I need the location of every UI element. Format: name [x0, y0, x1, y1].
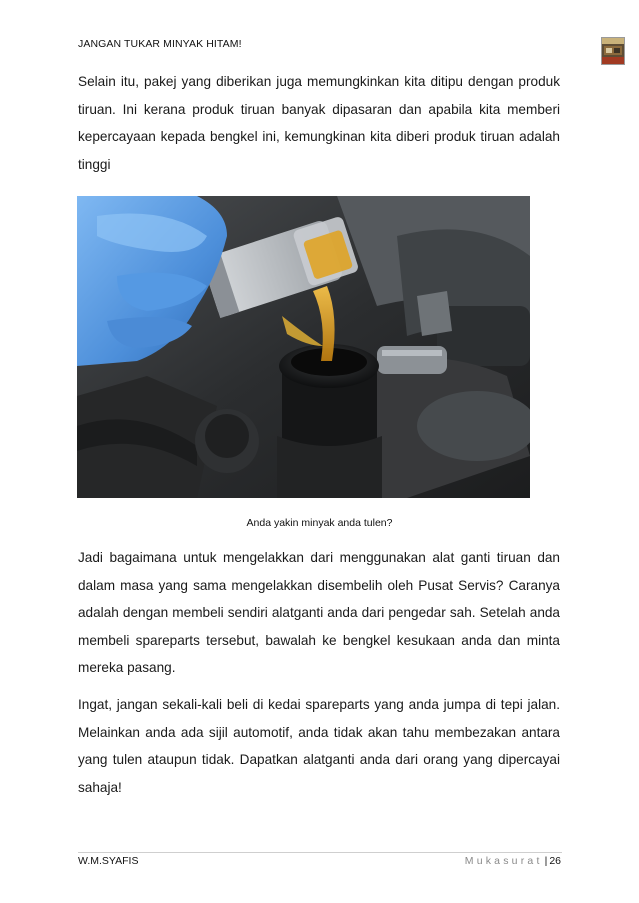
paragraph-3: Ingat, jangan sekali-kali beli di kedai spareparts yang anda jumpa di tepi jalan. Melainkan anda ada sijil automotif, anda tidak akan tahu membezakan antara yang tulen ataupun tidak. Dapatkan alatganti anda dari orang yang dipercayai sahaja! [78, 697, 560, 795]
engine-thumbnail-icon [601, 37, 625, 65]
page-number: 26 [549, 855, 561, 867]
page-label: Mukasurat [464, 855, 543, 867]
oil-pouring-photo [77, 196, 530, 498]
paragraph-2: Jadi bagaimana untuk mengelakkan dari menggunakan alat ganti tiruan dan dalam masa yang sama mengelakkan disembelih oleh Pusat Servis? Caranya adalah dengan membeli sendiri alatganti anda dari pengedar sah. Setelah anda membeli spareparts tersebut, bawalah ke bengkel kesukaan anda dan minta mereka pasang. [78, 550, 560, 675]
figure-caption: Anda yakin minyak anda tulen? [246, 517, 393, 529]
footer-divider [78, 852, 562, 853]
document-header-title: JANGAN TUKAR MINYAK HITAM! [78, 38, 242, 50]
page-separator: | [544, 855, 548, 867]
paragraph-1: Selain itu, pakej yang diberikan juga memungkinkan kita ditipu dengan produk tiruan. Ini kerana produk tiruan banyak dipasaran dan apabila kita memberi kepercayaan kepada bengkel ini, kemungkinan kita diberi produk tiruan adalah tinggi [78, 74, 560, 172]
footer-author: W.M.SYAFIS [78, 855, 139, 867]
footer-page-info [465, 855, 561, 867]
